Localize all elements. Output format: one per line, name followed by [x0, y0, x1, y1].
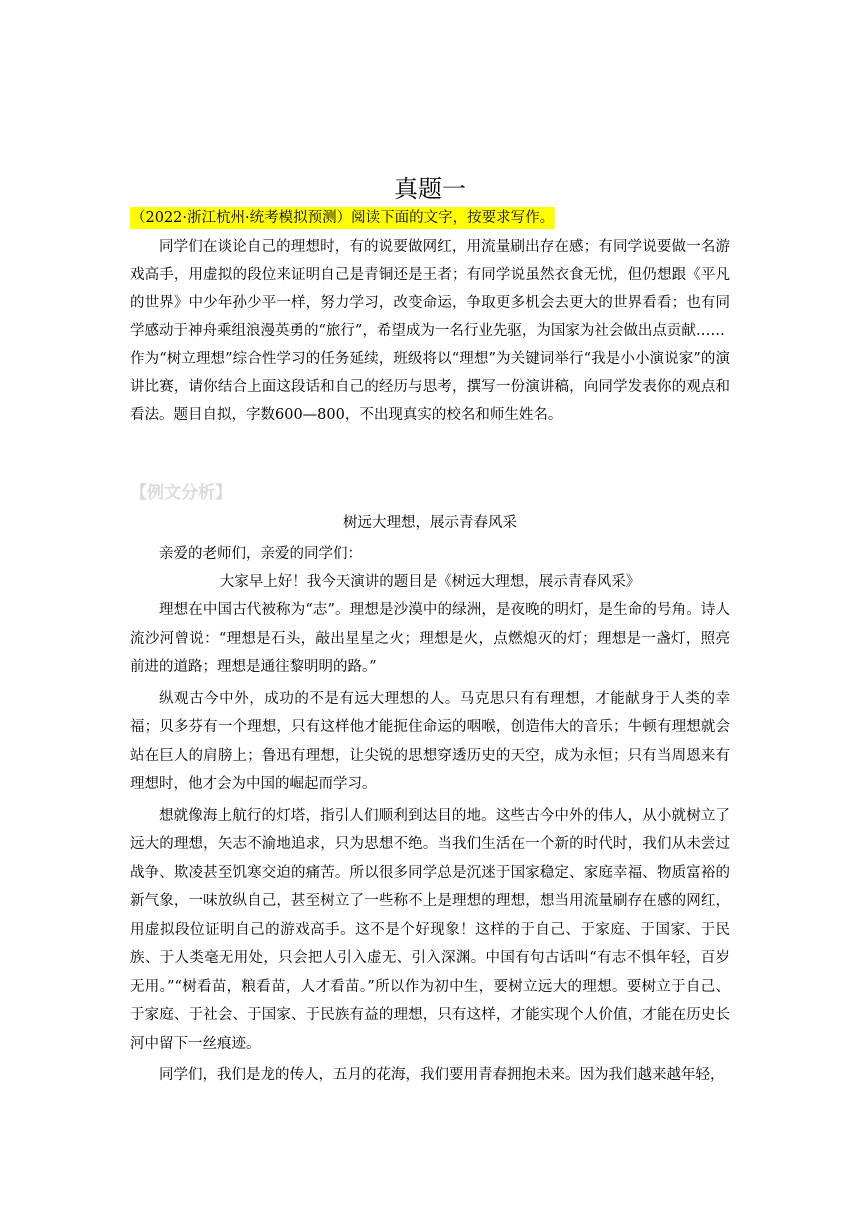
- essay-paragraph: 同学们，我们是龙的传人，五月的花海，我们要用青春拥抱未来。因为我们越来越年轻，: [159, 1067, 725, 1083]
- essay-body: [130, 596, 730, 1093]
- prompt-paragraph-2: 作为“树立理想”综合性学习的任务延续，班级将以“理想”为关键词举行“我是小小演说家”的演讲比赛，请你结合上面这段话和自己的经历与思考，撰写一份演讲稿，向同学发表你的观点和看法。题目自拟，字数600—800，不出现真实的校名和师生姓名。: [130, 351, 730, 423]
- essay-opening: 大家早上好！我今天演讲的题目是《树远大理想，展示青春风采》: [219, 574, 641, 590]
- essay-greeting: 亲爱的老师们，亲爱的同学们：: [159, 546, 362, 562]
- essay-paragraph: 理想在中国古代被称为“志”。理想是沙漠中的绿洲，是夜晚的明灯，是生命的号角。诗人流沙河曾说：“理想是石头，敲出星星之火；理想是火，点燃熄灭的灯；理想是一盏灯，照亮前进的道路；理想是通往黎明明的路。”: [130, 602, 730, 675]
- essay-title: 树远大理想，展示青春风采: [343, 515, 517, 531]
- prompt-paragraph-1: 同学们在谈论自己的理想时，有的说要做网红，用流量刷出存在感；有同学说要做一名游戏高手，用虚拟的段位来证明自己是青铜还是王者；有同学说虽然衣食无忧，但仍想跟《平凡的世界》中少年孙少平一样，努力学习，改变命运，争取更多机会去更大的世界看看；也有同学感动于神舟乘组浪漫英勇的“旅行”，希望成为一名行业先驱，为国家为社会做出点贡献……: [130, 239, 730, 339]
- essay-paragraph: 想就像海上航行的灯塔，指引人们顺利到达目的地。这些古今中外的伟人，从小就树立了远大的理想，矢志不渝地追求，只为思想不绝。当我们生活在一个新的时代时，我们从未尝过战争、欺凌甚至饥寒交迫的痛苦。所以很多同学总是沉迷于国家稳定、家庭幸福、物质富裕的新气象，一味放纵自己，甚至树立了一些称不上是理想的理想，想当用流量刷存在感的网红，用虚拟段位证明自己的游戏高手。这不是个好现象！这样的于自己、于家庭、于国家、于民族、于人类毫无用处，只会把人引入虚无、引入深渊。中国有句古话叫“有志不惧年轻，百岁无用。”“树看苗，粮看苗，人才看苗。”所以作为初中生，要树立远大的理想。要树立于自己、于家庭、于社会、于国家、于民族有益的理想，只有这样，才能实现个人价值，才能在历史长河中留下一丝痕迹。: [130, 807, 730, 1052]
- analysis-tag: 【例文分析】: [130, 483, 232, 503]
- essay-paragraph: 纵观古今中外，成功的不是有远大理想的人。马克思只有有理想，才能献身于人类的幸福；贝多芬有一个理想，只有这样他才能扼住命运的咽喉，创造伟大的音乐；牛顿有理想就会站在巨人的肩膀上；鲁迅有理想，让尖锐的思想穿透历史的天空，成为永恒；只有当周恩来有理想时，他才会为中国的崛起而学习。: [130, 690, 730, 792]
- prompt-block: [130, 233, 730, 429]
- source-line-highlighted: （2022·浙江杭州·统考模拟预测）阅读下面的文字，按要求写作。: [130, 207, 555, 229]
- exam-title: 真题一: [394, 175, 466, 203]
- section-heading: 二、真题再现: [130, 105, 269, 130]
